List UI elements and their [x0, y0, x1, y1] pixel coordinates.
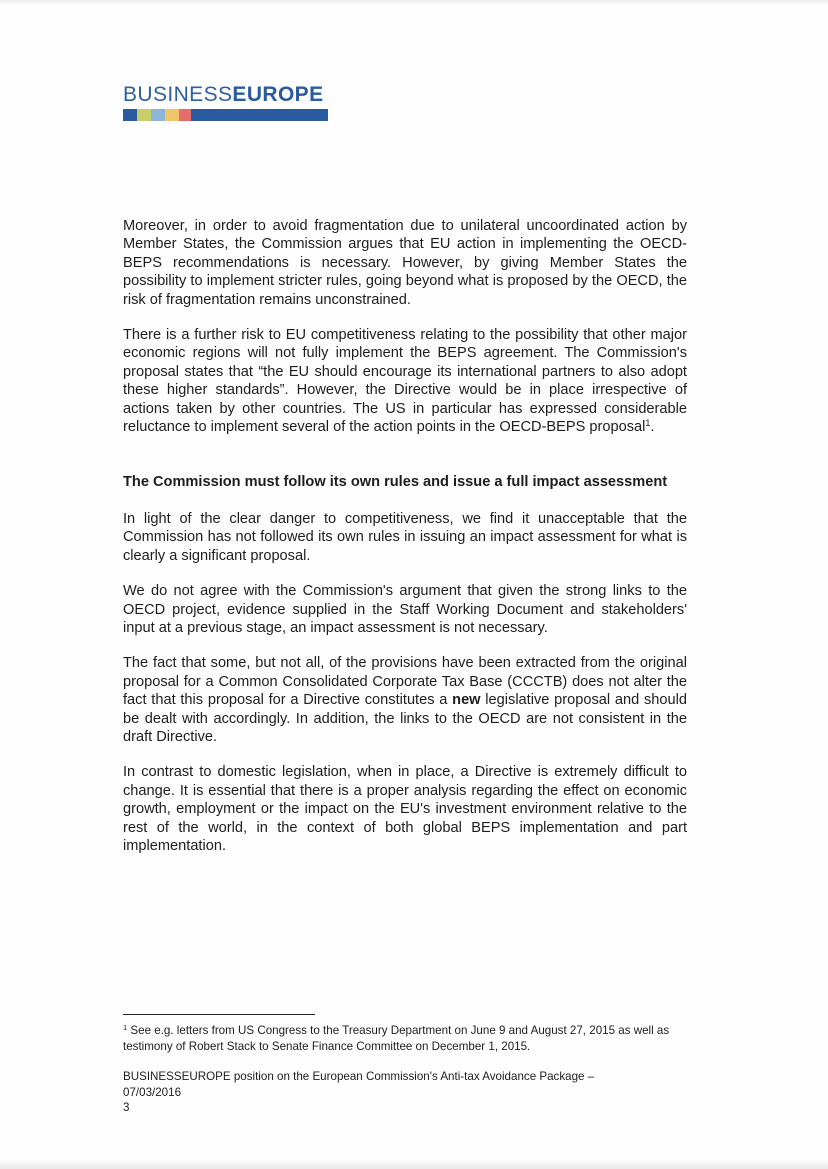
paragraph-disagree: We do not agree with the Commission's argument that given the strong links to the OECD project, evidence supplied in the Staff Working Document and stakeholders' input at a previous stage, an impact assessment is not necessary. [123, 583, 687, 636]
logo-text-business: BUSINESS [123, 83, 233, 106]
page-number: 3 [123, 1101, 130, 1114]
paragraph-ccctb-part-b: legislative proposal and should be dealt with accordingly. In addition, the links to the OECD are not consistent in the draft Directive. [123, 692, 687, 745]
footnote-reference[interactable]: 1 [645, 418, 651, 429]
logo-bar-segment [191, 109, 328, 121]
scan-edge-bottom [0, 1159, 828, 1169]
footnote-separator [123, 1014, 315, 1015]
scan-edge-top [0, 0, 828, 6]
logo-bar-segment [151, 109, 165, 121]
paragraph-competitiveness-text: There is a further risk to EU competitiveness relating to the possibility that other major economic regions will not fully implement the BEPS agreement. The Commission's proposal states that “the EU should encourage its international partners to also adopt these higher standards”. However, the Directive would be in place irrespective of actions taken by other countries. The US in particular has expressed considerable reluctance to implement several of the action points in the OECD-BEPS proposal [123, 327, 687, 436]
paragraph-ccctb [123, 654, 687, 746]
logo-bar-segment [179, 109, 191, 121]
logo-color-bar [123, 109, 328, 121]
document-body [123, 217, 687, 872]
section-heading-impact-assessment: The Commission must follow its own rules and issue a full impact assessment [123, 474, 668, 491]
footnote-text: See e.g. letters from US Congress to the Treasury Department on June 9 and August 27, 2015 as well as testimony of Robert Stack to Senate Finance Committee on December 1, 2015. [123, 1024, 670, 1053]
logo-wordmark [123, 84, 333, 106]
paragraph-fragmentation: Moreover, in order to avoid fragmentation due to unilateral uncoordinated action by Member States, the Commission argues that EU action in implementing the OECD-BEPS recommendations is necessary. However, by giving Member States the possibility to implement stricter rules, going beyond what is proposed by the OECD, the risk of fragmentation remains unconstrained. [123, 218, 687, 308]
footer-title: BUSINESSEUROPE position on the European Commission's Anti-tax Avoidance Package – [123, 1070, 595, 1083]
footnote-marker: 1 [123, 1023, 128, 1032]
paragraph-ccctb-emphasis: new [452, 692, 481, 709]
paragraph-ccctb-part-a: The fact that some, but not all, of the provisions have been extracted from the original proposal for a Common Consolidated Corporate Tax Base (CCCTB) does not alter the fact that this proposal for a Directive constitutes a [123, 655, 687, 709]
paragraph-competitiveness-end: . [650, 419, 655, 436]
footer-date: 07/03/2016 [123, 1085, 182, 1099]
logo-bar-segment [123, 109, 137, 121]
footnote [123, 1023, 703, 1054]
logo-bar-segment [137, 109, 151, 121]
page-footer [123, 1069, 703, 1116]
paragraph-competitiveness-risk [123, 326, 687, 436]
logo-bar-segment [165, 109, 179, 121]
paragraph-unacceptable: In light of the clear danger to competitiveness, we find it unacceptable that the Commission has not followed its own rules in issuing an impact assessment for what is clearly a significant proposal. [123, 510, 687, 564]
businesseurope-logo [123, 84, 333, 121]
logo-text-europe: EUROPE [232, 83, 324, 106]
paragraph-directive-change: In contrast to domestic legislation, when in place, a Directive is extremely difficult to change. It is essential that there is a proper analysis regarding the effect on economic growth, employment or the impact on the EU's investment environment relative to the rest of the world, in the context of both global BEPS implementation and part implementation. [123, 764, 687, 854]
